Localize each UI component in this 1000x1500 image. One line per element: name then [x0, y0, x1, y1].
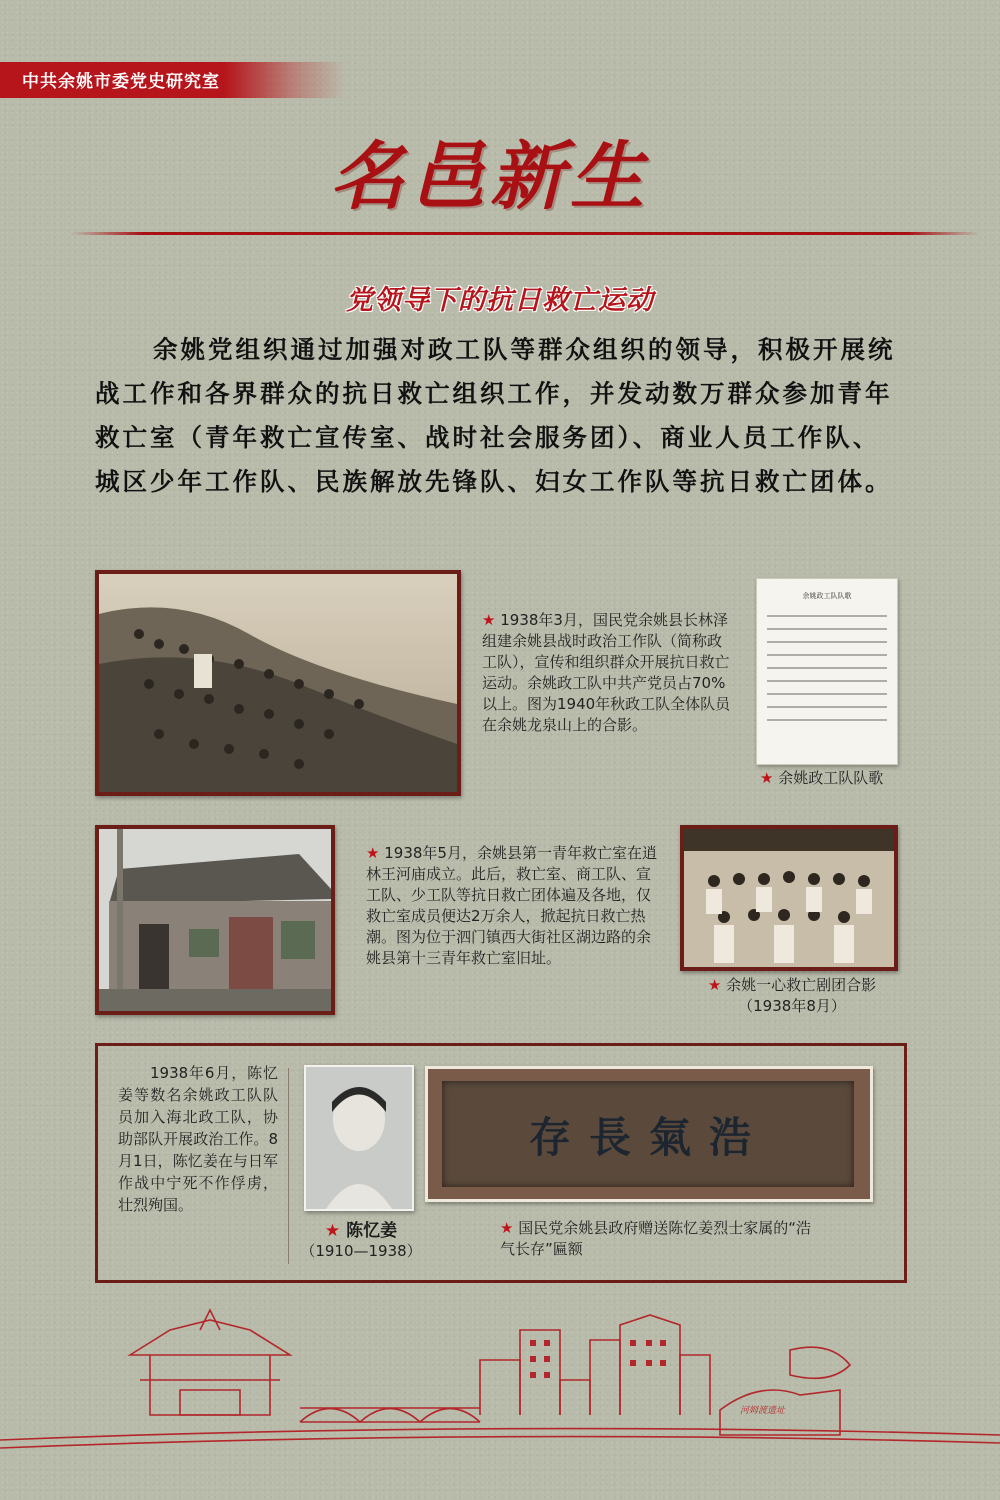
- martyr-portrait: [304, 1065, 414, 1211]
- group-photo-image: [99, 574, 457, 792]
- plaque-photo: [425, 1066, 873, 1202]
- section-subtitle: 党领导下的抗日救亡运动: [346, 285, 654, 316]
- star-icon: ★: [500, 1219, 514, 1237]
- martyr-text: 1938年6月，陈忆姜等数名余姚政工队队员加入海北政工队，协助部队开展政治工作。8月1日，陈忆姜在与日军作战中宁死不作俘虏，壮烈殉国。: [118, 1064, 278, 1214]
- song-caption: ★ 余姚政工队队歌: [760, 769, 884, 787]
- org-banner: [0, 62, 345, 98]
- old-house-photo: [95, 825, 335, 1015]
- drama-troupe-photo: [680, 825, 898, 971]
- song-sheet-title: 余姚政工队队歌: [802, 592, 852, 600]
- star-icon: ★: [482, 611, 496, 629]
- martyr-label: [296, 1216, 426, 1262]
- drama-troupe-image: [684, 829, 894, 967]
- group-photo-caption: ★ 1938年3月，国民党余姚县长林泽组建余姚县战时政治工作队（简称政工队），宣传和组织群众开展抗日救亡运动。余姚政工队中共产党员占70%以上。图为1940年秋政工队全体队员在余姚龙泉山上的合影。: [482, 611, 731, 734]
- panel-divider: [288, 1068, 289, 1264]
- group-photo: [95, 570, 461, 796]
- landmark-sign: 河姆渡遗址: [740, 1406, 786, 1416]
- page-title: 名邑新生: [330, 134, 650, 220]
- title-divider: [70, 232, 980, 235]
- portrait-image: [306, 1067, 412, 1209]
- song-sheet: [756, 578, 898, 765]
- star-icon: ★: [760, 769, 774, 787]
- plaque-caption: ★ 国民党余姚县政府赠送陈忆姜烈士家属的“浩气长存”匾额: [500, 1219, 812, 1258]
- org-name: 中共余姚市委党史研究室: [22, 72, 220, 92]
- drama-date: （1938年8月）: [738, 997, 846, 1015]
- city-skyline-illustration: [0, 1300, 1000, 1500]
- star-icon: ★: [366, 844, 380, 862]
- martyr-years: （1910—1938）: [300, 1242, 422, 1260]
- martyr-name: 陈忆姜: [346, 1221, 398, 1241]
- old-house-image: [99, 829, 331, 1011]
- drama-caption: ★ 余姚一心救亡剧团合影 （1938年8月）: [692, 975, 892, 1017]
- plaque-board: [442, 1081, 854, 1187]
- star-icon: ★: [707, 976, 722, 994]
- intro-paragraph: 余姚党组织通过加强对政工队等群众组织的领导，积极开展统战工作和各界群众的抗日救亡组织工作，并发动数万群众参加青年救亡室（青年救亡宣传室、战时社会服务团）、商业人员工作队、城区少年工作队、民族解放先锋队、妇女工作队等抗日救亡团体。: [95, 335, 896, 496]
- plaque-inscription: 浩氣長存: [528, 1113, 769, 1162]
- music-notation: [757, 601, 897, 751]
- star-icon: ★: [324, 1221, 341, 1241]
- old-house-caption: ★ 1938年5月，余姚县第一青年救亡室在逍林王河庙成立。此后，救亡室、商工队、宣工队、少工队等抗日救亡团体遍及各地，仅救亡室成员便达2万余人，掀起抗日救亡热潮。图为位于泗门镇西大街社区湖边路的余姚县第十三青年救亡室旧址。: [366, 844, 657, 967]
